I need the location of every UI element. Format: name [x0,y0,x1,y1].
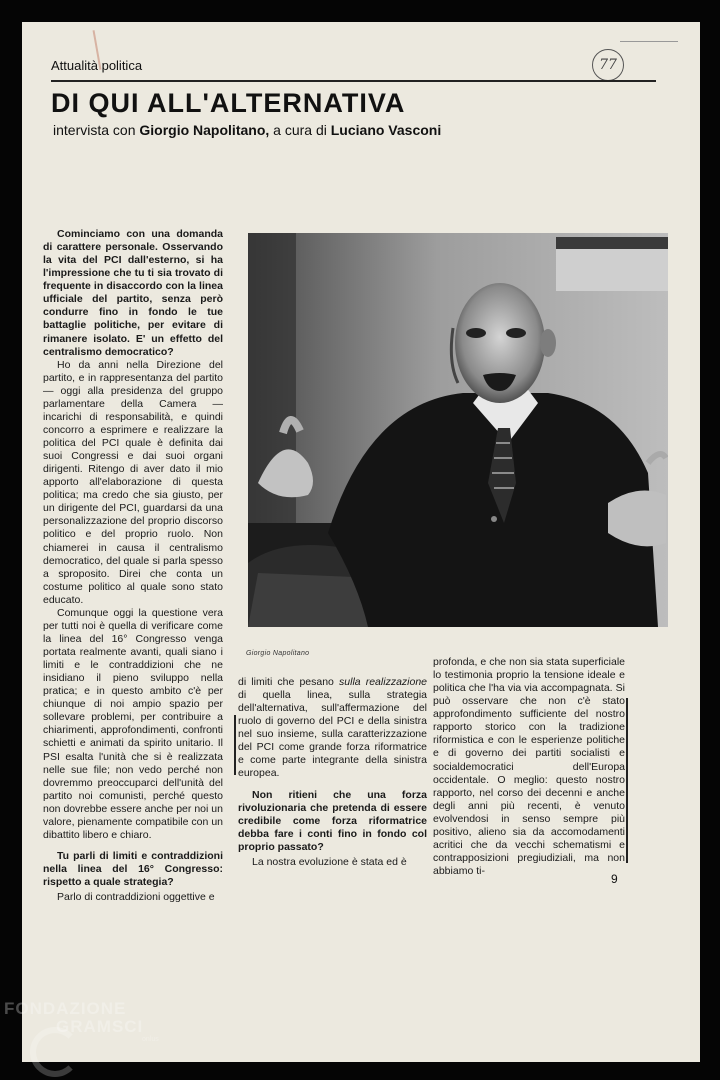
answer-1: Ho da anni nella Direzione del partito, e in rappresentanza del partito — oggi alla presidenza del gruppo parlamentare della Camera — incarichi di responsabilità, e quindi concorro a esprimere e realizzare la politica del PCI quale è definita dai suoi Congressi e dai suoi organi dirigenti. Ritengo di aver dato il mio apporto all'elaborazione di questa politica; ma credo che sia giusto, per un dirigente del PCI, guardarsi da una personalizzazione del proprio discorso politico e del proprio ruolo. Non chiamerei in causa il centralismo democratico, del quale si parla spesso a sproposito. Direi che conta un costume politico al quale sono stato educato. [43,358,223,606]
corner-pencil-line [620,41,678,42]
interviewee-name: Giorgio Napolitano, [139,122,270,138]
answer-2-continued [238,676,427,781]
curator-name: Luciano Vasconi [330,122,442,138]
answer-2-start: Parlo di contraddizioni oggettive e [57,891,215,904]
section-rule [51,80,656,82]
page-number: 9 [611,872,618,886]
text-column-3 [433,656,625,878]
archive-watermark [4,1000,159,1043]
section-label: Attualità politica [51,58,143,73]
archive-number-circle: 77 [592,49,624,81]
curator-prefix: a cura di [273,122,327,138]
article-subtitle [53,122,441,138]
watermark-line3: onlus [142,1035,159,1043]
magazine-page [22,22,700,1062]
question-2: Tu parli di limiti e contraddizioni nella linea del 16° Congresso: rispetto a quale strategia? [43,849,223,889]
watermark-logo-icon [30,1027,80,1077]
watermark-line1: FONDAZIONE [4,999,127,1018]
answer-2-part-b: di quella linea, sulla strategia dell'alternativa, sull'affermazione del ruolo di governo del PCI e della sinistra nel suo insieme, sulla caratterizzazione del PCI come grande forza riformatrice e come parte integrante della sinistra europea. [238,689,427,780]
answer-2-italic: sulla realizzazione [339,676,428,688]
answer-1-continued: Comunque oggi la questione vera per tutti noi è quella di verificare come la linea del 16° Congresso venga portata realmente avanti, quali siano i limiti e le contraddizioni che ne insidiano il pieno sviluppo nella pratica; e in questo ambito c'è per chiunque di noi ampio spazio per sollevare problemi, per contribuire a chiarimenti, approfondimenti, confronti schietti e animati da spirito unitario. Il PSI esalta l'unità che si è realizzata nelle sue file; non vedo perché non dovremmo preoccuparci dell'unità del partito noi comunisti, perché questo non dovrebbe essere anche per noi un valore, pienamente compatibile con un dibattito libero e chiaro. [43,606,223,841]
answer-3-start: La nostra evoluzione è stata ed è [252,855,407,868]
answer-2-part-a: di limiti che pesano [238,676,334,688]
margin-mark-right [626,698,628,863]
subtitle-prefix: intervista con [53,122,136,138]
text-column-2 [238,676,427,869]
question-1: Cominciamo con una domanda di carattere personale. Osservando la vita del PCI dall'esterno, si ha l'impressione che tu ti sia trovato di frequente in disaccordo con la linea ufficiale del partito, senza però condurre fino in fondo le tue battaglie politiche, per evitare di rimanere isolato. E' un effetto del centralismo democratico? [43,228,223,358]
margin-mark-left [234,715,236,775]
watermark-line2: GRAMSCI [56,1016,144,1036]
article-title: DI QUI ALL'ALTERNATIVA [51,88,406,118]
text-column-1 [43,228,223,904]
portrait-photo [248,233,668,627]
question-3: Non ritieni che una forza rivoluzionaria che pretenda di essere credibile come forza riformatrice debba fare i conti fino in fondo col proprio passato? [238,788,427,853]
answer-3-continued: profonda, e che non sia stata superficiale lo testimonia proprio la tensione ideale e politica che l'ha via via accompagnata. Si può osservare che non c'è stato approfondimento sufficiente del nostro rapporto storico con la tradizione riformistica e con le esperienze politiche e di governo dei partiti socialisti e socialdemocratici dell'Europa occidentale. O meglio: questo nostro rapporto, nel corso dei decenni e anche degli anni più recenti, è venuto evolvendosi in senso sempre più positivo, alieno sia da accomodamenti acritici che da vecchi schematismi e contrapposizioni pregiudiziali, ma non abbiamo ti- [433,656,625,877]
photo-caption: Giorgio Napolitano [246,650,310,657]
